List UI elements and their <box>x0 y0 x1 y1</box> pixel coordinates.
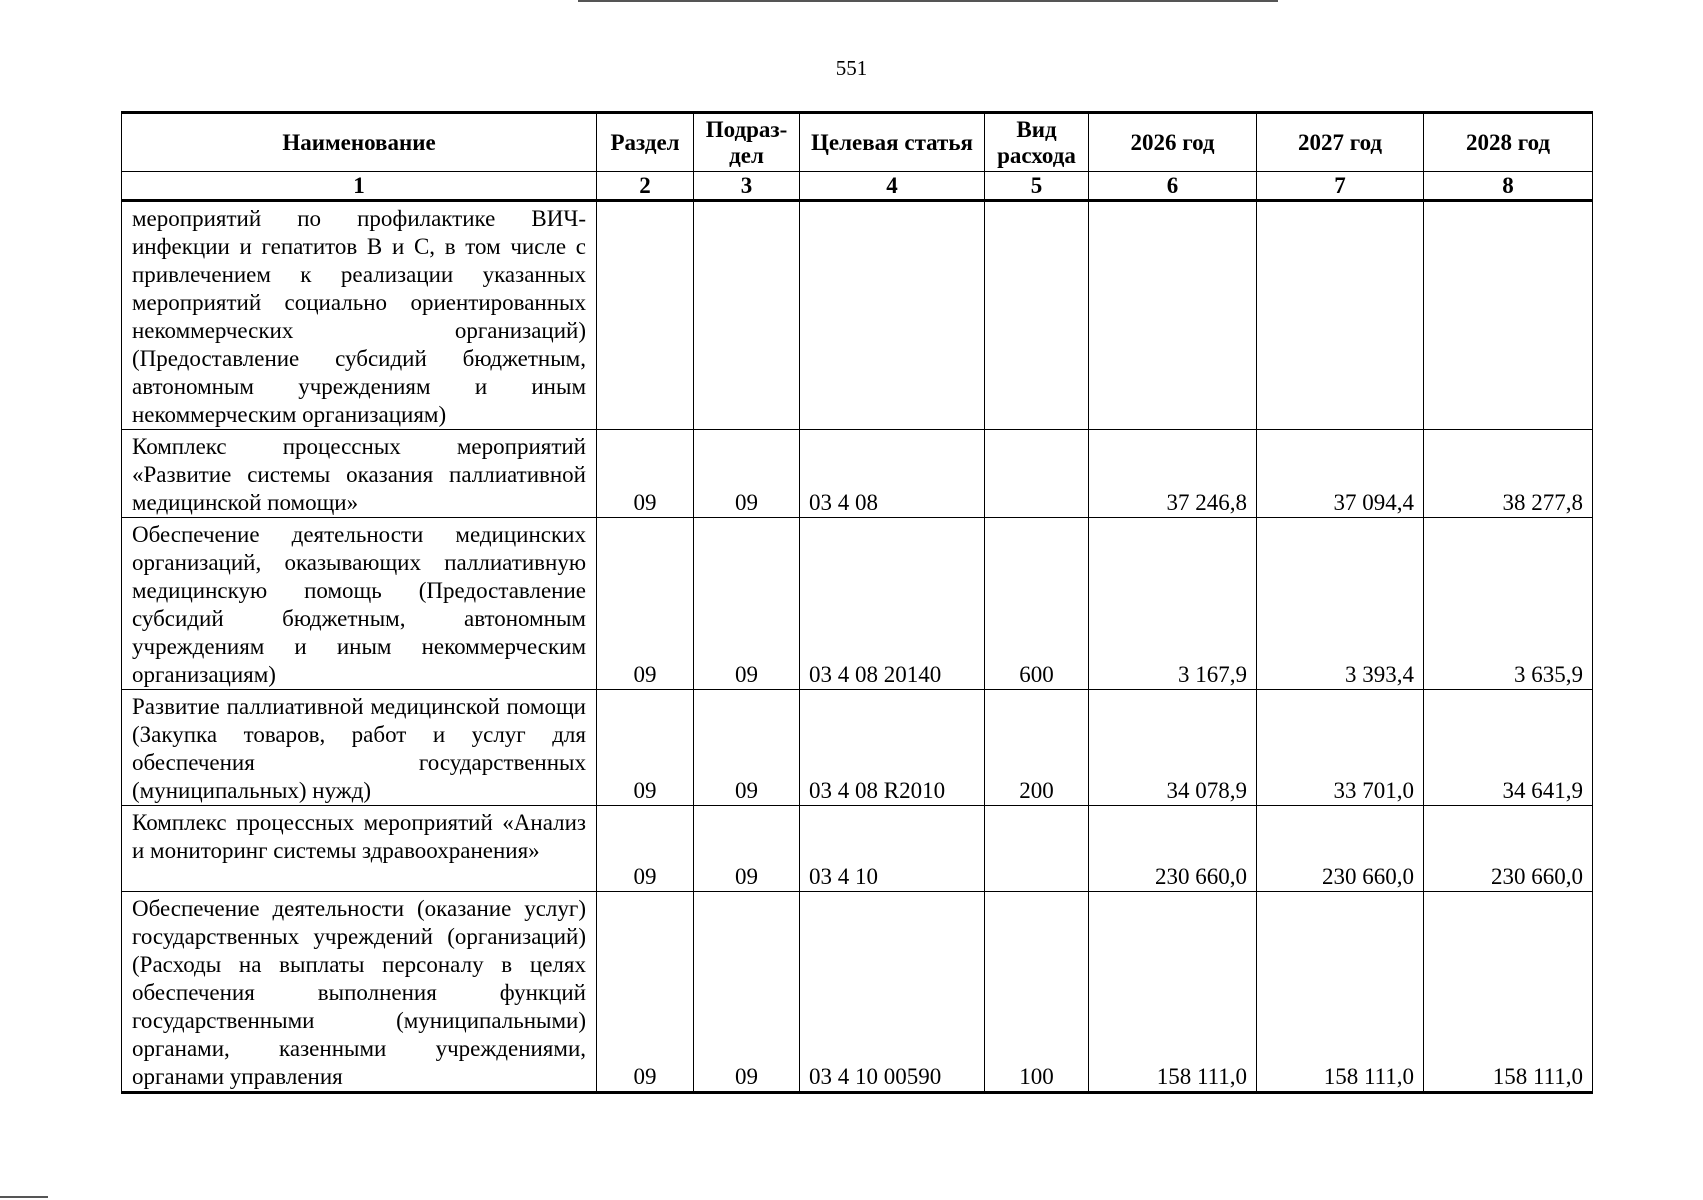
column-number: 4 <box>800 172 985 201</box>
header-statya: Целевая статья <box>800 113 985 172</box>
column-number: 2 <box>597 172 694 201</box>
row-2028 <box>1424 201 1593 430</box>
scan-edge-top <box>578 0 1278 2</box>
row-vid: 200 <box>985 690 1089 806</box>
header-vid: Вид расхода <box>985 113 1089 172</box>
row-name: Обеспечение деятельности (оказание услуг) государственных учреждений (организаций) (Расходы на выплаты персоналу в целях обеспечения выполнения функций государственными (муниципальными) органами, казенными учреждениями, органами управления <box>122 892 597 1093</box>
row-razdel: 09 <box>597 430 694 518</box>
table-row <box>122 690 1593 806</box>
row-name: Развитие паллиативной медицинской помощи (Закупка товаров, работ и услуг для обеспечения государственных (муниципальных) нужд) <box>122 690 597 806</box>
column-number: 5 <box>985 172 1089 201</box>
row-2027: 230 660,0 <box>1257 806 1424 892</box>
row-2027: 3 393,4 <box>1257 518 1424 690</box>
row-2028: 38 277,8 <box>1424 430 1593 518</box>
table-row <box>122 201 1593 430</box>
column-number: 8 <box>1424 172 1593 201</box>
table-row <box>122 430 1593 518</box>
header-podrazdel: Подраз-дел <box>694 113 800 172</box>
row-2027: 33 701,0 <box>1257 690 1424 806</box>
column-number: 7 <box>1257 172 1424 201</box>
row-2027 <box>1257 201 1424 430</box>
row-podrazdel: 09 <box>694 892 800 1093</box>
header-2028: 2028 год <box>1424 113 1593 172</box>
row-2026: 3 167,9 <box>1089 518 1257 690</box>
row-podrazdel: 09 <box>694 690 800 806</box>
table-row <box>122 518 1593 690</box>
budget-table <box>121 111 1593 1094</box>
row-statya <box>800 201 985 430</box>
row-2026: 37 246,8 <box>1089 430 1257 518</box>
row-statya: 03 4 08 R2010 <box>800 690 985 806</box>
column-number: 1 <box>122 172 597 201</box>
row-2026: 158 111,0 <box>1089 892 1257 1093</box>
header-row <box>122 113 1593 172</box>
row-name: Комплекс процессных мероприятий «Анализ и мониторинг системы здравоохранения» <box>122 806 597 892</box>
page-number: 551 <box>835 56 868 80</box>
row-razdel: 09 <box>597 806 694 892</box>
row-name: Комплекс процессных мероприятий «Развитие системы оказания паллиативной медицинской помощи» <box>122 430 597 518</box>
row-2028: 3 635,9 <box>1424 518 1593 690</box>
row-razdel: 09 <box>597 892 694 1093</box>
row-2028: 34 641,9 <box>1424 690 1593 806</box>
header-razdel: Раздел <box>597 113 694 172</box>
scan-edge-bottom <box>0 1196 48 1198</box>
row-vid <box>985 201 1089 430</box>
row-2028: 230 660,0 <box>1424 806 1593 892</box>
row-podrazdel <box>694 201 800 430</box>
row-2027: 158 111,0 <box>1257 892 1424 1093</box>
column-number: 6 <box>1089 172 1257 201</box>
row-name: мероприятий по профилактике ВИЧ-инфекции и гепатитов В и С, в том числе с привлечением к реализации указанных мероприятий социально ориентированных некоммерческих организаций) (Предоставление субсидий бюджетным, автономным учреждениям и иным некоммерческим организациям) <box>122 201 597 430</box>
table-row <box>122 806 1593 892</box>
row-2028: 158 111,0 <box>1424 892 1593 1093</box>
row-statya: 03 4 10 00590 <box>800 892 985 1093</box>
row-razdel: 09 <box>597 518 694 690</box>
column-number-row <box>122 172 1593 201</box>
row-razdel <box>597 201 694 430</box>
row-podrazdel: 09 <box>694 430 800 518</box>
row-razdel: 09 <box>597 690 694 806</box>
row-statya: 03 4 08 20140 <box>800 518 985 690</box>
row-vid <box>985 430 1089 518</box>
header-2026: 2026 год <box>1089 113 1257 172</box>
row-statya: 03 4 10 <box>800 806 985 892</box>
row-2027: 37 094,4 <box>1257 430 1424 518</box>
row-podrazdel: 09 <box>694 518 800 690</box>
table-row <box>122 892 1593 1093</box>
row-2026 <box>1089 201 1257 430</box>
row-podrazdel: 09 <box>694 806 800 892</box>
row-vid <box>985 806 1089 892</box>
row-2026: 34 078,9 <box>1089 690 1257 806</box>
header-2027: 2027 год <box>1257 113 1424 172</box>
row-2026: 230 660,0 <box>1089 806 1257 892</box>
row-name: Обеспечение деятельности медицинских организаций, оказывающих паллиативную медицинскую помощь (Предоставление субсидий бюджетным, автономным учреждениям и иным некоммерческим организациям) <box>122 518 597 690</box>
row-statya: 03 4 08 <box>800 430 985 518</box>
row-vid: 600 <box>985 518 1089 690</box>
row-vid: 100 <box>985 892 1089 1093</box>
column-number: 3 <box>694 172 800 201</box>
header-name: Наименование <box>122 113 597 172</box>
